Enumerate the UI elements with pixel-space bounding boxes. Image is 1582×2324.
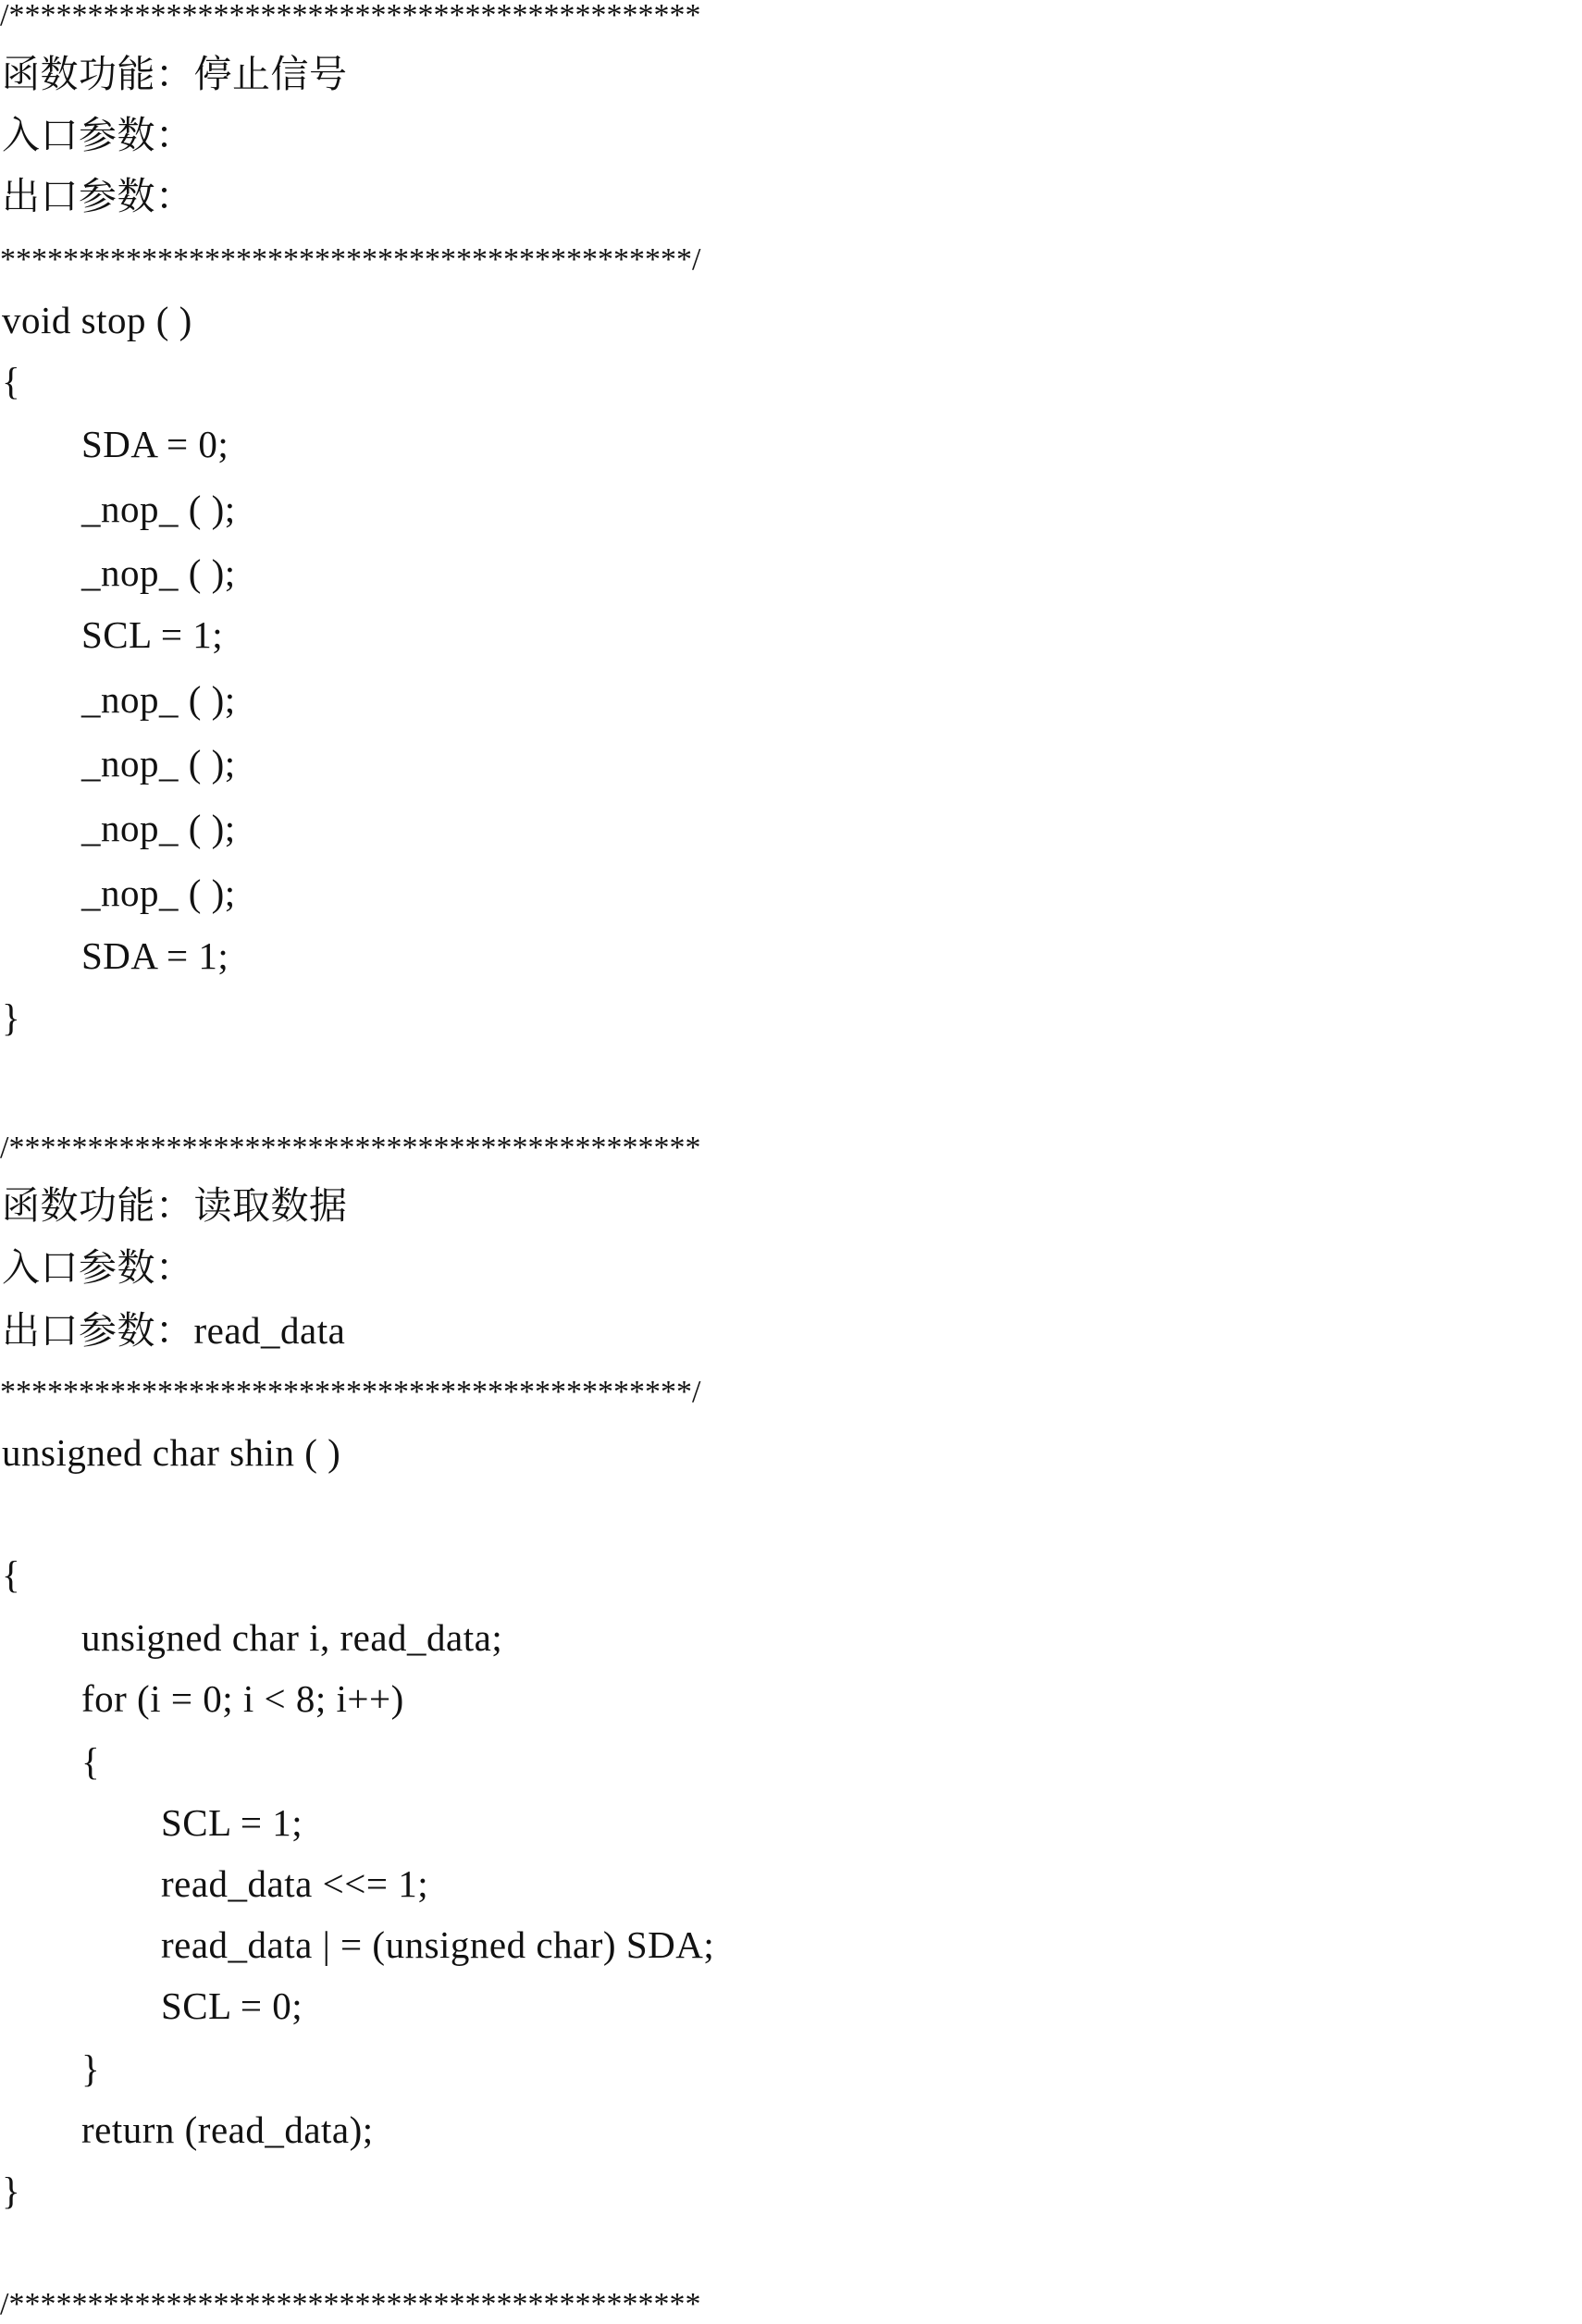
code-line: for (i = 0; i < 8; i++) [81,1677,404,1720]
input-params: 入口参数： [2,114,194,156]
comment-border-top: /******************************************** [0,0,701,32]
output-params: 出口参数：read_data [2,1309,346,1352]
code-line: _nop_ ( ); [81,551,236,594]
code-line: { [81,1740,101,1783]
code-line: SDA = 0; [81,423,229,465]
code-line: _nop_ ( ); [81,488,236,530]
comment-border-top: /******************************************** [0,1131,701,1165]
code-line: _nop_ ( ); [81,742,236,785]
code-line: } [81,2047,101,2090]
code-line: SCL = 1; [81,613,224,656]
code-line: { [2,1553,21,1596]
code-line: read_data | = (unsigned char) SDA; [161,1923,715,1966]
code-line: unsigned char shin ( ) [2,1431,341,1474]
code-line: _nop_ ( ); [81,872,236,914]
code-line: SDA = 1; [81,934,229,977]
function-description: 函数功能：读取数据 [2,1184,348,1227]
function-description: 函数功能：停止信号 [2,53,348,95]
code-line: _nop_ ( ); [81,807,236,849]
code-line: void stop ( ) [2,299,192,341]
input-params: 入口参数： [2,1246,194,1289]
code-line: { [2,360,21,402]
output-params: 出口参数： [2,175,194,217]
code-line: } [2,2169,21,2212]
code-line: } [2,996,21,1039]
code-line: read_data <<= 1; [161,1862,429,1905]
code-line: _nop_ ( ); [81,678,236,721]
comment-border-bottom: ********************************************/ [0,242,701,277]
code-line: unsigned char i, read_data; [81,1616,503,1659]
code-line: return (read_data); [81,2108,374,2151]
comment-border-bottom: ********************************************/ [0,1375,701,1409]
comment-border-top: /******************************************** [0,2287,701,2321]
code-line: SCL = 1; [161,1801,303,1844]
code-line: SCL = 0; [161,1984,303,2027]
